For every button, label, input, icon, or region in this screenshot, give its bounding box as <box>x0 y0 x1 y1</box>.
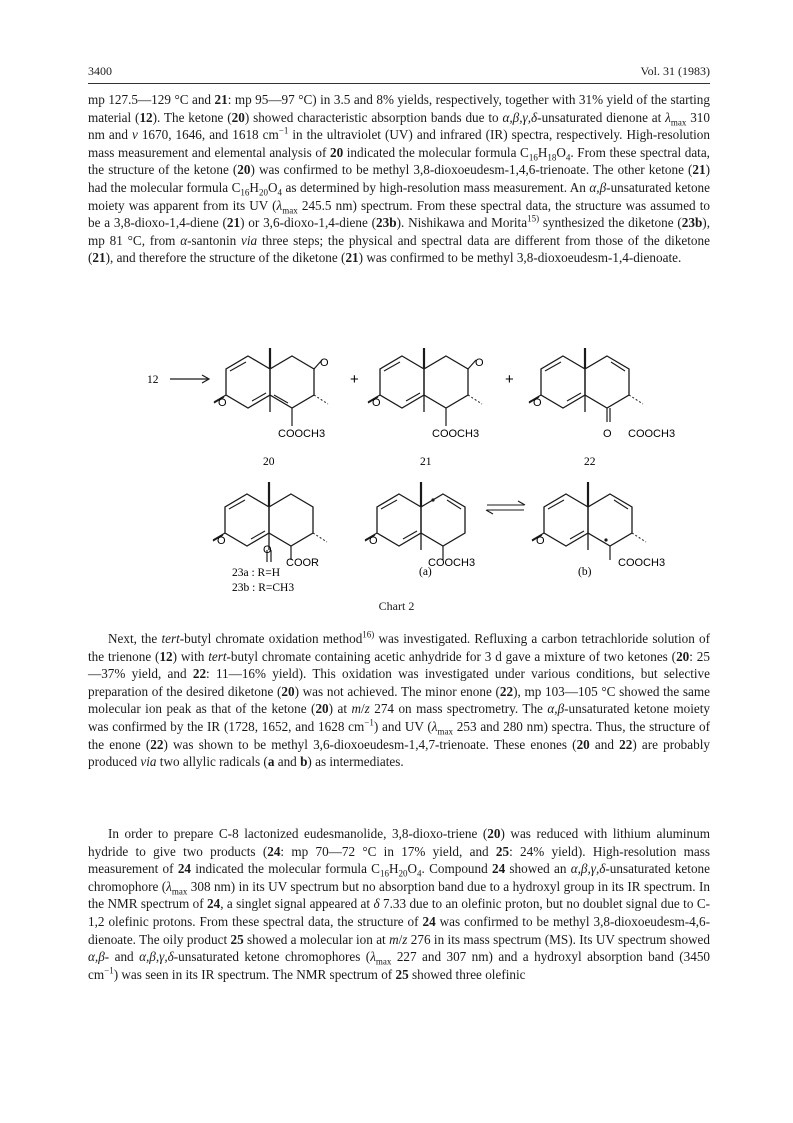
compound-22-structure <box>529 348 643 422</box>
rb-oxygen-3: O <box>536 535 545 547</box>
ra-oxygen-3: O <box>369 535 378 547</box>
c21-oxygen-8: O <box>475 357 484 369</box>
start-compound-label: 12 <box>147 374 159 386</box>
plus-1: + <box>350 371 359 388</box>
ra-ester: COOCH3 <box>428 557 476 569</box>
radical-a-structure <box>365 482 465 560</box>
c20-oxygen-8: O <box>320 357 329 369</box>
rb-label: (b) <box>578 566 592 578</box>
c22-number: 22 <box>584 456 596 468</box>
radical-b-structure <box>532 482 646 560</box>
paragraph-3: In order to prepare C-8 lactonized eudesmanolide, 3,8-dioxo-triene (20) was reduced with lithium aluminum hydride to give two products (24: mp 70—72 °C in 17% yield, and 25: 24% yield). High-resolution mass measurement of 24 indicated the molecular formula $C_{16}H_{20}O_4$. Compound 24 showed an α,β,γ,δ-unsaturated ketone chromophore ($\lambda_{max}$ 308 nm) in its UV spectrum but no absorption band due to a hydroxyl group in its IR spectrum. In the NMR spectrum of 24, a singlet signal appeared at δ 7.33 due to an olefinic proton, but no doublet signal due to C-1,2 olefinic protons. From these spectral data, the structure of 24 was confirmed to be methyl 3,8-dioxoeudesm-4,6-dienoate. The oily product 25 showed a molecular ion at m/z 276 in its mass spectrum (MS). Its UV spectrum showed α,β- and α,β,γ,δ-unsaturated ketone chromophores ($\lambda_{max}$ 227 and 307 nm) and a hydroxyl absorption band (3450 $cm^{-1}$) was seen in its IR spectrum. The NMR spectrum of 25 showed three olefinic <box>88 826 711 982</box>
plus-2: + <box>505 371 514 388</box>
chart-caption: Chart 2 <box>378 599 415 613</box>
compound-21-structure <box>368 348 482 426</box>
header-rule <box>88 83 710 84</box>
c22-ester: COOCH3 <box>628 428 676 440</box>
c20-ester: COOCH3 <box>278 428 326 440</box>
c22-oxygen-3: O <box>533 397 542 409</box>
c22-oxygen-6: O <box>603 428 612 440</box>
c23-ester: COOR <box>286 557 319 569</box>
paragraph-1: mp 127.5—129 °C and 21: mp 95—97 °C) in 3.5 and 8% yields, respectively, together with 31% yield of the starting material (12). The ketone (20) showed characteristic absorption bands due to α,β,γ,δ-unsaturated dienone at $\lambda_{max}$ 310 nm and v 1670, 1646, and 1618 $cm^{-1}$ in the ultraviolet (UV) and infrared (IR) spectra, respectively. High-resolution mass measurement and elemental analysis of 20 indicated the molecular formula $C_{16}H_{18}O_4$. From these spectral data, the structure of the ketone (20) was confirmed to be methyl 3,8-dioxoeudesm-1,4,6-trienoate. The other ketone (21) had the molecular formula $C_{16}H_{20}O_4$ as determined by high-resolution mass measurement. An α,β-unsaturated ketone moiety was apparent from its UV ($\lambda_{max}$ 245.5 nm) spectrum. From these spectral data, the structure was assumed to be a 3,8-dioxo-1,4-diene (21) or 3,6-dioxo-1,4-diene (23b). Nishikawa and Morita$^{15)}$ synthesized the diketone (23b), mp 81 °C, from α-santonin via three steps; the physical and spectral data are different from those of the diketone (21), and therefore the structure of the diketone (21) was confirmed to be methyl 3,8-dioxoeudesm-1,4-dienoate. <box>88 92 711 266</box>
c20-oxygen-3: O <box>218 397 227 409</box>
c20-number: 20 <box>263 456 275 468</box>
page-number: 3400 <box>88 64 112 78</box>
c23b-label: 23b : R=CH3 <box>232 582 295 593</box>
ra-label: (a) <box>419 566 432 578</box>
c21-ester: COOCH3 <box>432 428 480 440</box>
c21-oxygen-3: O <box>372 397 381 409</box>
c23a-label: 23a : R=H <box>232 567 281 579</box>
chart-2-scheme <box>0 348 793 593</box>
volume-label: Vol. 31 (1983) <box>640 64 710 78</box>
compound-20-structure <box>214 348 328 426</box>
c23-oxygen-6: O <box>263 544 272 556</box>
rb-ester: COOCH3 <box>618 557 666 569</box>
paragraph-2: Next, the tert-butyl chromate oxidation method$^{16)}$ was investigated. Refluxing a carbon tetrachloride solution of the trienone (12) with tert-butyl chromate containing acetic anhydride for 3 d gave a mixture of two ketones (20: 25—37% yield, and 22: 11—16% yield). This oxidation was investigated under various conditions, but selective preparation of the desired diketone (20) was not achieved. The minor enone (22), mp 103—105 °C showed the same molecular ion peak as that of the ketone (20) at m/z 274 on mass spectrometry. The α,β-unsaturated ketone moiety was confirmed by the IR (1728, 1652, and 1628 $cm^{-1}$) and UV ($\lambda_{max}$ 253 and 280 nm) spectra. Thus, the structure of the enone (22) was shown to be methyl 3,6-dioxoeudesm-1,4,7-trienoate. These enones (20 and 22) are probably produced via two allylic radicals (a and b) as intermediates. <box>88 629 711 770</box>
c23-oxygen-3: O <box>217 535 226 547</box>
c21-number: 21 <box>420 456 432 468</box>
